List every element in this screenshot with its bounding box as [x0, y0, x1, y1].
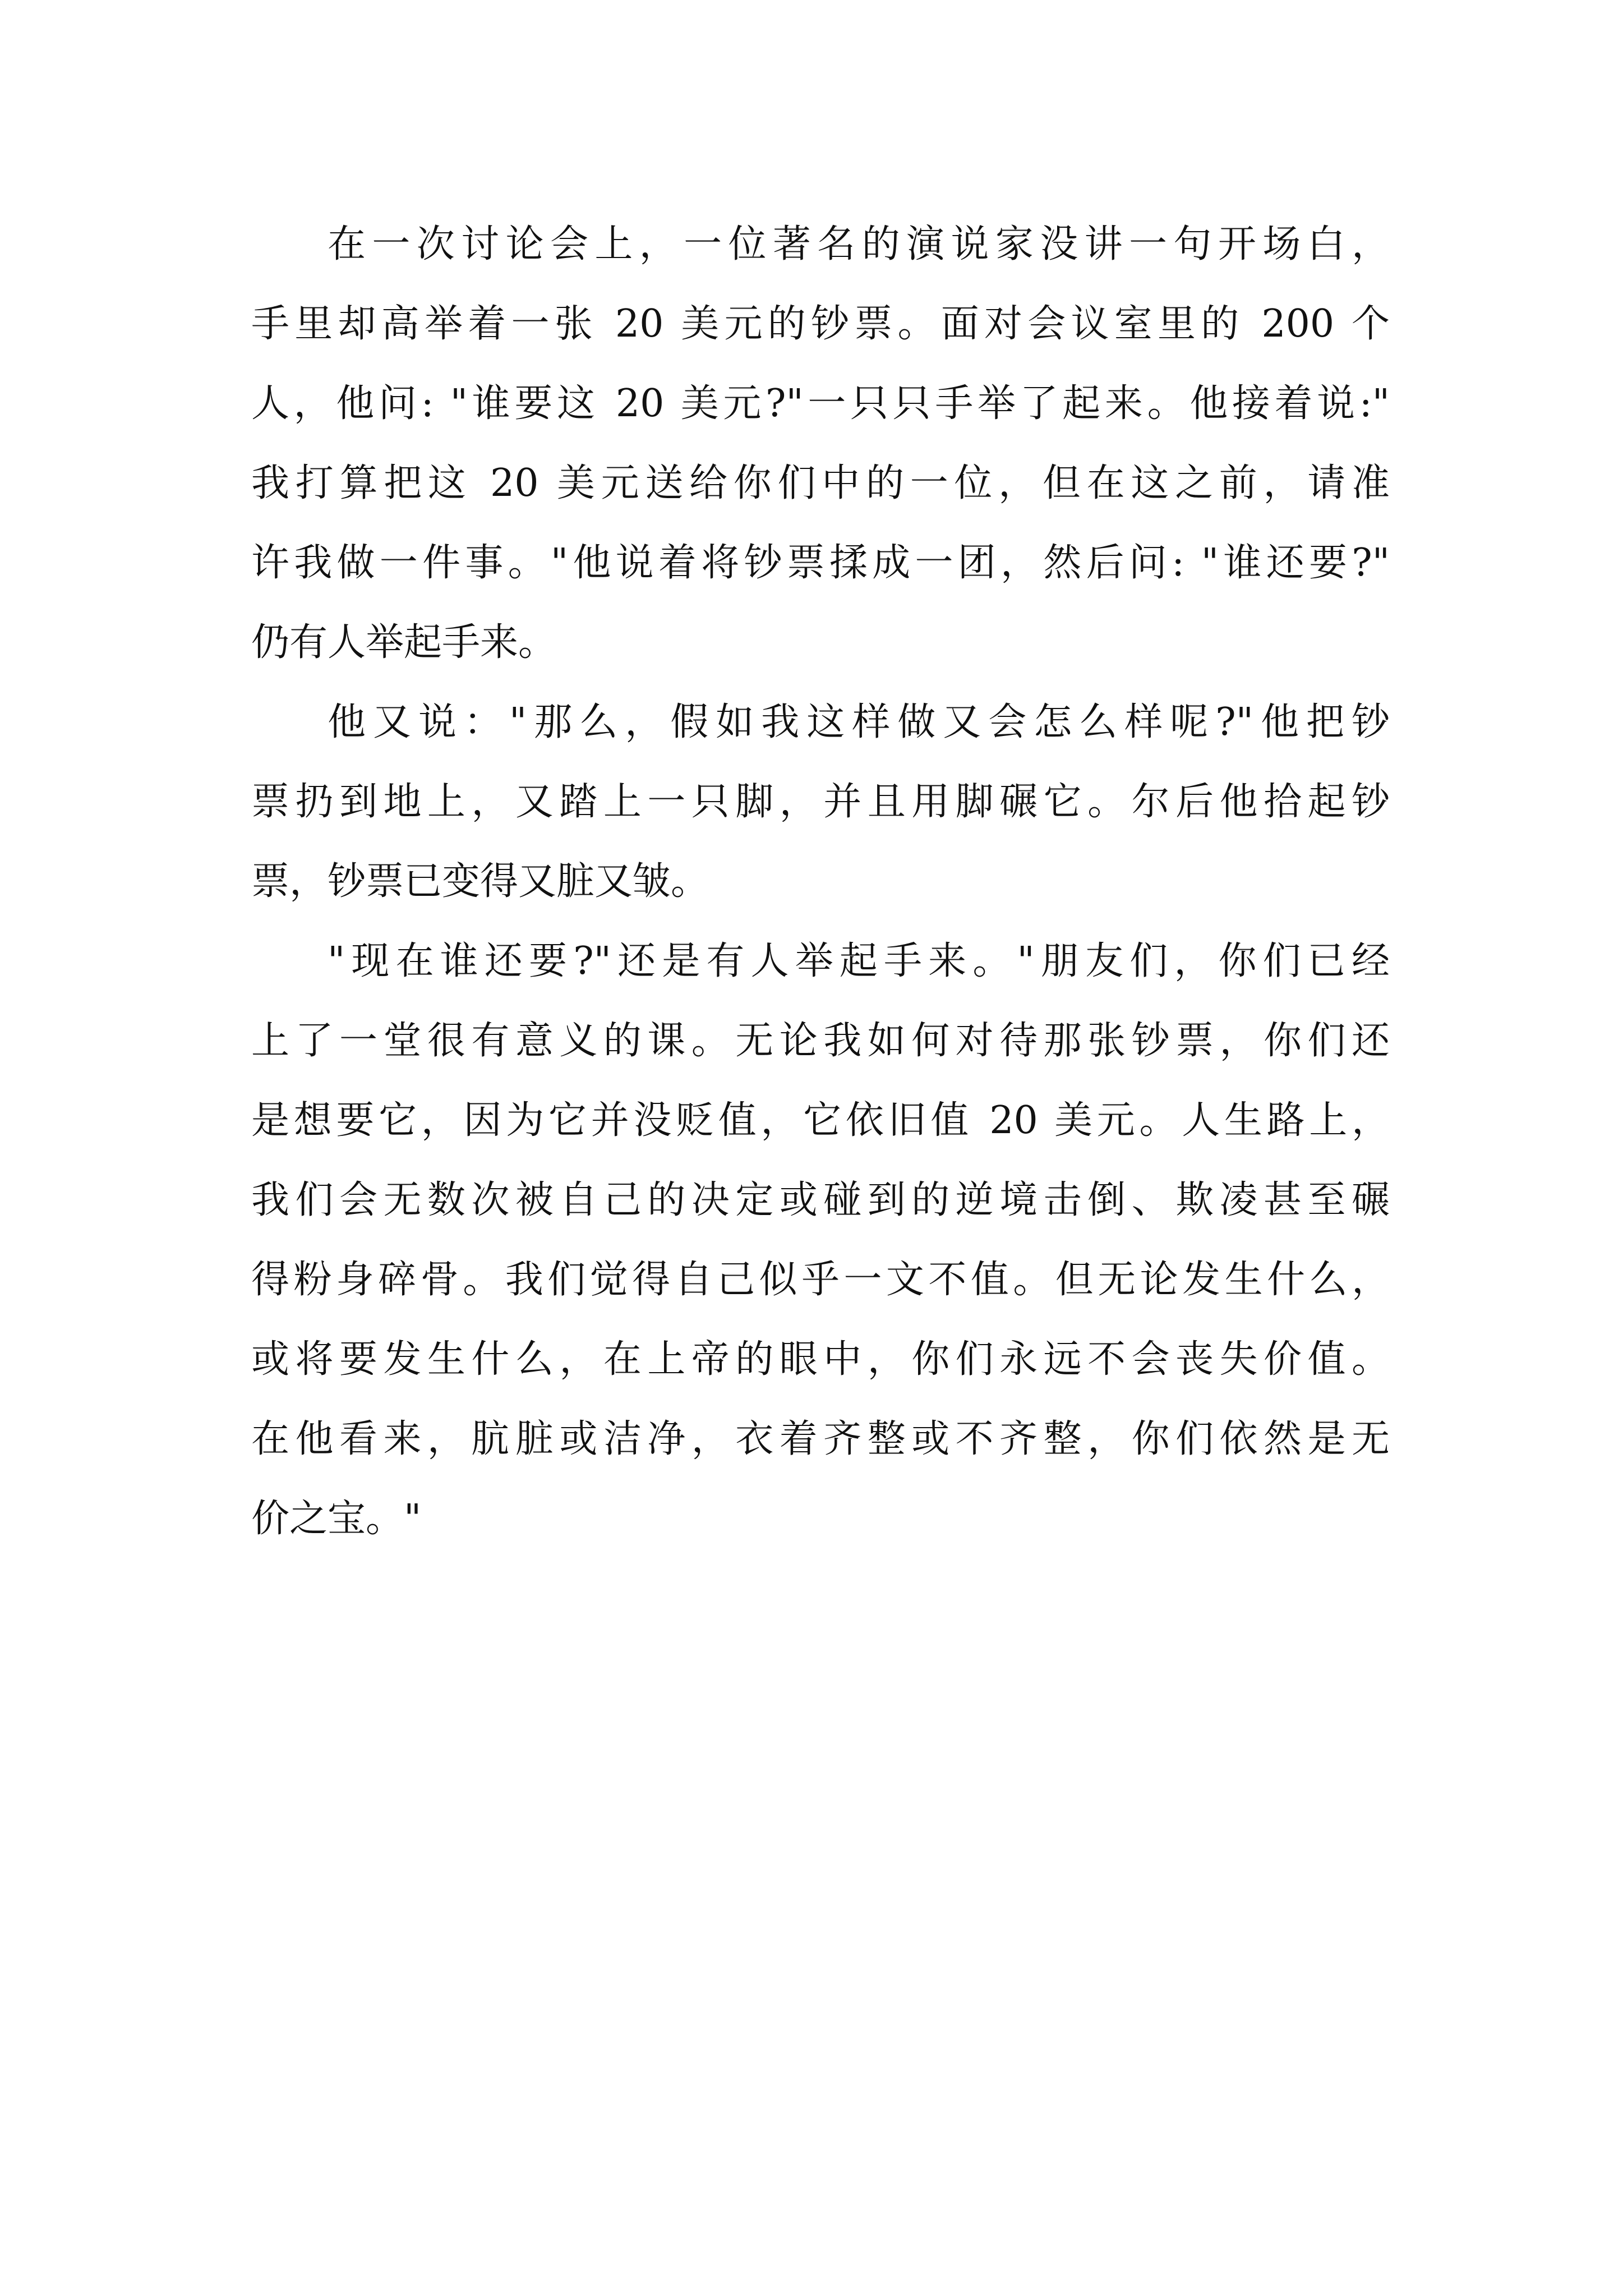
paragraph-line: 得粉身碎骨。我们觉得自己似乎一文不值。但无论发生什么， [251, 1258, 1390, 1302]
paragraph-line: 我们会无数次被自己的决定或碰到的逆境击倒、欺凌甚至碾 [251, 1178, 1390, 1222]
paragraph-line: 是想要它，因为它并没贬值，它依旧值 20 美元。人生路上， [251, 1098, 1390, 1143]
paragraph-3 [251, 922, 1390, 1559]
paragraph-line: 人，他问: "谁要这 20 美元?"一只只手举了起来。他接着说:" [251, 381, 1390, 426]
paragraph-line: 仍有人举起手来。 [251, 620, 557, 665]
paragraph-line: 价之宝。" [251, 1497, 422, 1541]
paragraph-line: 在一次讨论会上，一位著名的演说家没讲一句开场白， [328, 222, 1390, 266]
paragraph-1 [251, 205, 1390, 683]
paragraph-line: "现在谁还要?"还是有人举起手来。"朋友们，你们已经 [328, 939, 1390, 983]
paragraph-line: 许我做一件事。"他说着将钞票揉成一团，然后问: "谁还要?" [251, 541, 1390, 585]
paragraph-line: 或将要发生什么，在上帝的眼中，你们永远不会丧失价值。 [251, 1337, 1390, 1382]
paragraph-line: 上了一堂很有意义的课。无论我如何对待那张钞票，你们还 [251, 1019, 1390, 1063]
paragraph-2 [251, 683, 1390, 922]
paragraph-line: 票扔到地上，又踏上一只脚，并且用脚碾它。尔后他拾起钞 [251, 780, 1390, 824]
paragraph-line: 在他看来，肮脏或洁净，衣着齐整或不齐整，你们依然是无 [251, 1417, 1390, 1461]
paragraph-line: 手里却高举着一张 20 美元的钞票。面对会议室里的 200 个 [251, 302, 1390, 346]
paragraph-line: 他又说："那么，假如我这样做又会怎么样呢?"他把钞 [328, 700, 1390, 744]
paragraph-line: 票，钞票已变得又脏又皱。 [251, 859, 709, 904]
document-body [251, 205, 1390, 1559]
paragraph-line: 我打算把这 20 美元送给你们中的一位，但在这之前，请准 [251, 461, 1390, 505]
